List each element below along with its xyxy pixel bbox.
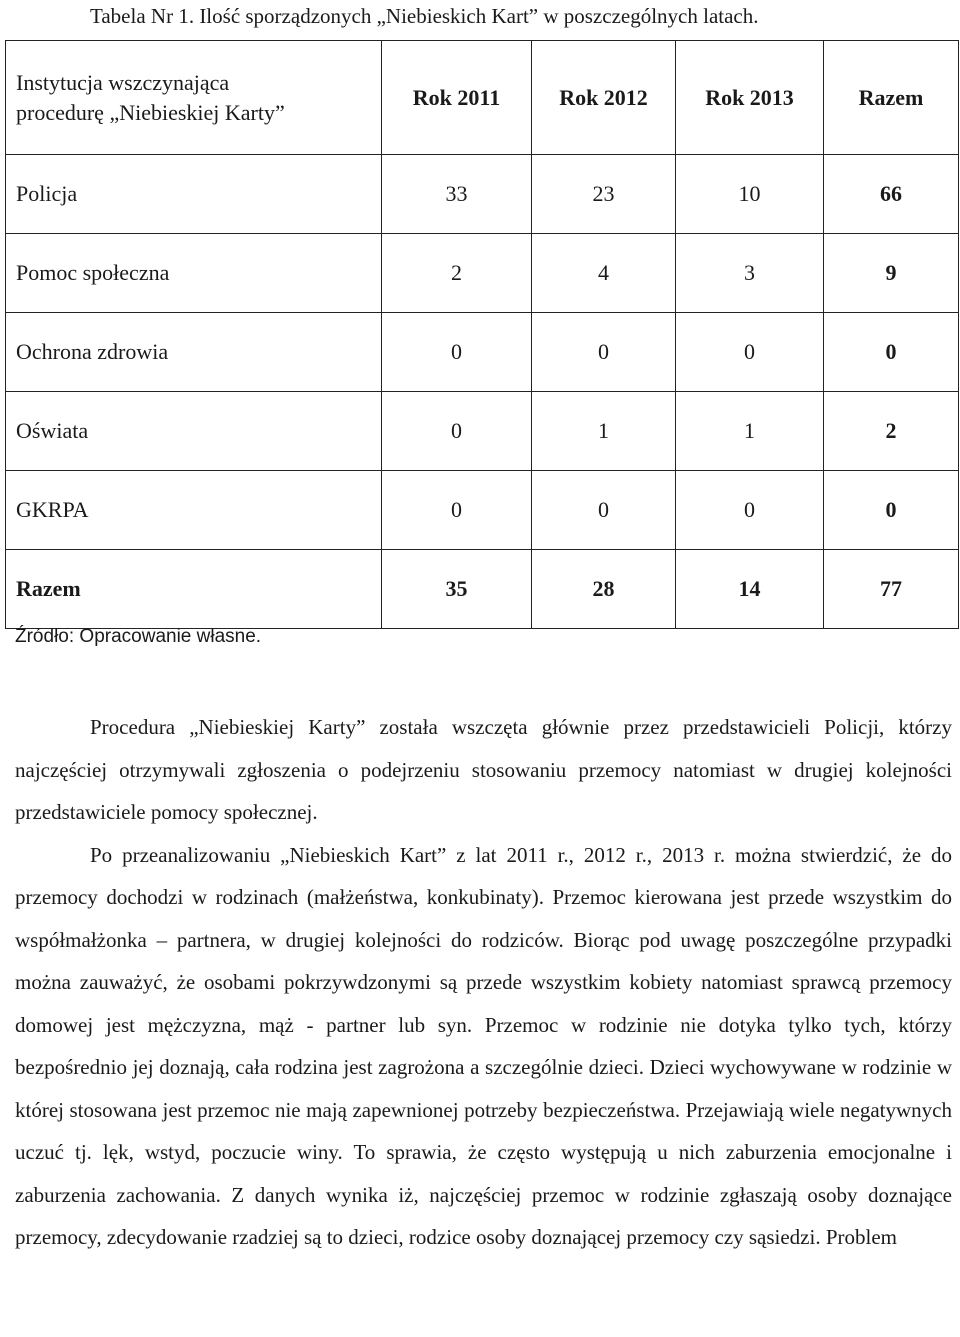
cell-total: 66 xyxy=(824,155,959,234)
header-institution-line1: Instytucja wszczynająca xyxy=(16,69,230,95)
total-2011: 35 xyxy=(382,550,532,629)
table-header-row xyxy=(6,41,959,155)
header-year-2013: Rok 2013 xyxy=(676,41,824,155)
row-label: Policja xyxy=(6,155,382,234)
cell-2012: 23 xyxy=(532,155,676,234)
table-source-note: Źródło: Opracowanie własne. xyxy=(15,626,262,647)
cell-total: 2 xyxy=(824,392,959,471)
cell-2013: 0 xyxy=(676,313,824,392)
cell-2011: 33 xyxy=(382,155,532,234)
table-row xyxy=(6,392,959,471)
table-row xyxy=(6,313,959,392)
paragraph: Po przeanalizowaniu „Niebieskich Kart” z lat 2011 r., 2012 r., 2013 r. można stwierdzić, że do przemocy dochodzi w rodzinach (małżeństwa, konkubinaty). Przemoc kierowana jest przede wszystkim do współmałżonka – partnera, w drugiej kolejności do rodziców. Biorąc pod uwagę poszczególne przypadki można zauważyć, że osobami pokrzywdzonymi są przede wszystkim kobiety natomiast sprawcą przemocy domowej jest mężczyzna, mąż - partner lub syn. Przemoc w rodzinie nie dotyka tylko tych, którzy bezpośrednio jej doznają, cała rodzina jest zagrożona a szczególnie dzieci. Dzieci wychowywane w rodzinie w której stosowana jest przemoc nie mają zapewnionej potrzeby bezpieczeństwa. Przejawiają wiele negatywnych uczuć tj. lęk, wstyd, poczucie winy. To sprawia, że często występują u nich zaburzenia emocjonalne i zaburzenia zachowania. Z danych wynika iż, najczęściej przemoc w rodzinie zgłaszają osoby doznające przemocy, zdecydowanie rzadziej są to dzieci, rodzice osoby doznającej przemocy czy sąsiedzi. Problem xyxy=(15,842,952,1249)
total-2013: 14 xyxy=(676,550,824,629)
row-label: Oświata xyxy=(6,392,382,471)
table-row xyxy=(6,471,959,550)
cell-2012: 4 xyxy=(532,234,676,313)
cell-2012: 0 xyxy=(532,313,676,392)
total-row-label: Razem xyxy=(6,550,382,629)
row-label: Pomoc społeczna xyxy=(6,234,382,313)
cell-2013: 3 xyxy=(676,234,824,313)
row-label: Ochrona zdrowia xyxy=(6,313,382,392)
header-year-2012: Rok 2012 xyxy=(532,41,676,155)
total-sum: 77 xyxy=(824,550,959,629)
body-text xyxy=(15,706,952,1259)
row-label: GKRPA xyxy=(6,471,382,550)
cell-2011: 0 xyxy=(382,471,532,550)
cell-2013: 10 xyxy=(676,155,824,234)
header-institution-line2: procedurę „Niebieskiej Karty” xyxy=(16,99,285,125)
blue-card-table xyxy=(5,40,959,629)
total-2012: 28 xyxy=(532,550,676,629)
header-year-2011: Rok 2011 xyxy=(382,41,532,155)
cell-total: 0 xyxy=(824,313,959,392)
cell-2013: 1 xyxy=(676,392,824,471)
header-institution xyxy=(6,41,382,155)
cell-2011: 0 xyxy=(382,392,532,471)
cell-total: 9 xyxy=(824,234,959,313)
cell-2012: 1 xyxy=(532,392,676,471)
table-total-row xyxy=(6,550,959,629)
cell-2011: 0 xyxy=(382,313,532,392)
table-row xyxy=(6,155,959,234)
cell-2013: 0 xyxy=(676,471,824,550)
cell-2012: 0 xyxy=(532,471,676,550)
cell-2011: 2 xyxy=(382,234,532,313)
header-total: Razem xyxy=(824,41,959,155)
table-row xyxy=(6,234,959,313)
paragraph: Procedura „Niebieskiej Karty” została wszczęta głównie przez przedstawicieli Policji, którzy najczęściej otrzymywali zgłoszenia o podejrzeniu stosowaniu przemocy natomiast w drugiej kolejności przedstawiciele pomocy społecznej. xyxy=(15,715,952,824)
cell-total: 0 xyxy=(824,471,959,550)
table-caption: Tabela Nr 1. Ilość sporządzonych „Niebieskich Kart” w poszczególnych latach. xyxy=(90,4,759,28)
